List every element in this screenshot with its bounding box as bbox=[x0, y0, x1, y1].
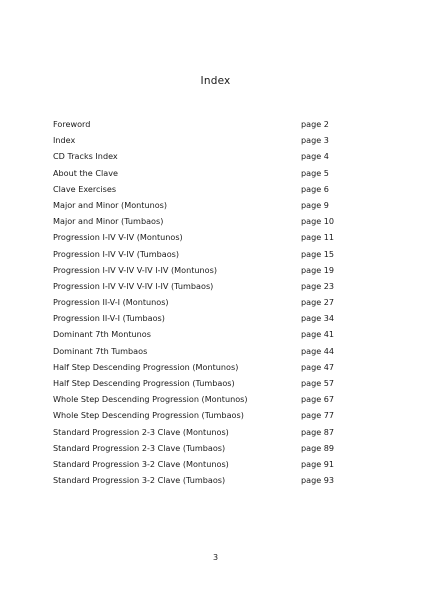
index-list bbox=[53, 116, 343, 488]
entry-title: Major and Minor (Tumbaos) bbox=[53, 216, 164, 227]
index-entry bbox=[53, 229, 343, 245]
entry-page: page 5 bbox=[301, 167, 329, 178]
entry-title: Standard Progression 3-2 Clave (Tumbaos) bbox=[53, 475, 226, 486]
entry-title: Standard Progression 2-3 Clave (Tumbaos) bbox=[53, 442, 226, 453]
entry-title: Dominant 7th Tumbaos bbox=[53, 345, 148, 356]
index-entry bbox=[53, 181, 343, 197]
entry-page: page 19 bbox=[301, 264, 335, 275]
index-entry bbox=[53, 407, 343, 423]
entry-page: page 27 bbox=[301, 297, 335, 308]
index-entry bbox=[53, 197, 343, 213]
index-entry bbox=[53, 116, 343, 132]
index-entry bbox=[53, 359, 343, 375]
entry-title: Standard Progression 2-3 Clave (Montunos) bbox=[53, 426, 229, 437]
entry-page: page 41 bbox=[301, 329, 335, 340]
index-entry bbox=[53, 132, 343, 148]
index-entry bbox=[53, 343, 343, 359]
index-entry bbox=[53, 165, 343, 181]
entry-title: Half Step Descending Progression (Tumbaos) bbox=[53, 378, 235, 388]
entry-title: Foreword bbox=[53, 119, 91, 129]
entry-page: page 3 bbox=[301, 135, 329, 146]
entry-page: page 91 bbox=[301, 458, 335, 469]
entry-page: page 67 bbox=[301, 394, 335, 405]
index-entry bbox=[53, 246, 343, 262]
entry-page: page 93 bbox=[301, 475, 335, 486]
entry-title: Standard Progression 3-2 Clave (Montunos) bbox=[53, 458, 229, 469]
entry-page: page 87 bbox=[301, 426, 335, 437]
index-entry bbox=[53, 294, 343, 310]
entry-page: page 44 bbox=[301, 345, 335, 356]
entry-page: page 57 bbox=[301, 378, 335, 388]
index-entry bbox=[53, 472, 343, 488]
entry-page: page 15 bbox=[301, 248, 335, 259]
entry-title: Progression I-IV V-IV (Montunos) bbox=[53, 232, 183, 243]
entry-title: Index bbox=[53, 135, 76, 146]
entry-title: Progression I-IV V-IV (Tumbaos) bbox=[53, 248, 180, 259]
entry-title: Progression II-V-I (Tumbaos) bbox=[53, 313, 165, 324]
index-entry bbox=[53, 440, 343, 456]
entry-page: page 77 bbox=[301, 410, 335, 421]
entry-page: page 4 bbox=[301, 151, 329, 162]
entry-title: CD Tracks Index bbox=[53, 151, 118, 162]
index-entry bbox=[53, 278, 343, 294]
entry-page: page 6 bbox=[301, 183, 329, 194]
entry-title: Clave Exercises bbox=[53, 183, 117, 194]
index-entry bbox=[53, 326, 343, 342]
entry-page: page 2 bbox=[301, 119, 329, 129]
index-entry bbox=[53, 148, 343, 164]
page-title: Index bbox=[200, 75, 231, 87]
entry-title: Progression II-V-I (Montunos) bbox=[53, 297, 169, 308]
entry-title: Progression I-IV V-IV V-IV I-IV (Tumbaos) bbox=[53, 280, 214, 291]
entry-title: Dominant 7th Montunos bbox=[53, 329, 151, 340]
entry-title: Half Step Descending Progression (Montunos) bbox=[53, 361, 239, 372]
entry-page: page 23 bbox=[301, 280, 335, 291]
entry-page: page 89 bbox=[301, 442, 335, 453]
entry-title: Whole Step Descending Progression (Montunos) bbox=[53, 394, 248, 405]
entry-page: page 47 bbox=[301, 361, 335, 372]
index-entry bbox=[53, 213, 343, 229]
entry-page: page 10 bbox=[301, 216, 335, 227]
index-entry bbox=[53, 375, 343, 391]
entry-title: About the Clave bbox=[53, 167, 118, 178]
index-entry bbox=[53, 310, 343, 326]
index-entry bbox=[53, 391, 343, 407]
index-entry bbox=[53, 262, 343, 278]
entry-page: page 11 bbox=[301, 232, 335, 243]
entry-page: page 34 bbox=[301, 313, 335, 324]
entry-title: Major and Minor (Montunos) bbox=[53, 199, 168, 210]
index-entry bbox=[53, 456, 343, 472]
page-number: 3 bbox=[212, 553, 219, 562]
entry-title: Whole Step Descending Progression (Tumbaos) bbox=[53, 410, 244, 421]
entry-page: page 9 bbox=[301, 199, 329, 210]
entry-title: Progression I-IV V-IV V-IV I-IV (Montunos) bbox=[53, 264, 217, 275]
index-entry bbox=[53, 424, 343, 440]
